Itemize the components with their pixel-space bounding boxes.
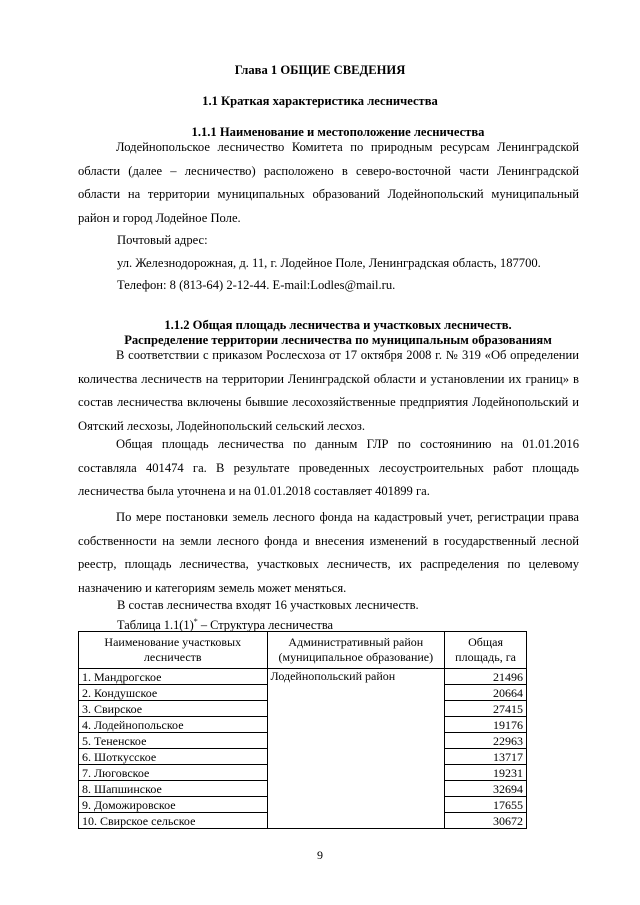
header-area: Общая площадь, га xyxy=(445,632,527,669)
row-area: 32694 xyxy=(445,781,527,797)
header-name: Наименование участковых лесничеств xyxy=(79,632,268,669)
row-area: 13717 xyxy=(445,749,527,765)
paragraph-count: В состав лесничества входят 16 участковых лесничеств. xyxy=(117,598,419,612)
district-cell: Лодейнопольский район xyxy=(267,669,445,829)
row-area: 20664 xyxy=(445,685,527,701)
table-caption-main: Таблица 1.1(1) xyxy=(117,618,194,633)
row-area: 17655 xyxy=(445,797,527,813)
row-area: 19176 xyxy=(445,717,527,733)
row-area: 30672 xyxy=(445,813,527,829)
row-name: 7. Люговское xyxy=(79,765,268,781)
section-heading-1-1-1: 1.1.1 Наименование и местоположение лесничества xyxy=(191,125,485,139)
table-caption-footnote-mark: * xyxy=(193,617,198,626)
row-name: 3. Свирское xyxy=(79,701,268,717)
paragraph-location: Лодейнопольское лесничество Комитета по природным ресурсам Ленинградской области (далее – лесничество) расположено в северо-восточной части Ленинградской области на территории муниципальных образований Лодейнопольский муниципальный район и город Лодейное Поле. xyxy=(78,140,579,225)
row-area: 22963 xyxy=(445,733,527,749)
row-name: 5. Тененское xyxy=(79,733,268,749)
row-name: 1. Мандрогское xyxy=(79,669,268,685)
paragraph-area: Общая площадь лесничества по данным ГЛР по состоянинию на 01.01.2016 составляла 401474 га. В результате проведенных лесоустроительных работ площадь лесничества была уточнена и на 01.01.2018 составляет 401899 га. xyxy=(78,437,579,499)
table-caption-rest: – Структура лесничества xyxy=(197,618,334,633)
page-number: 9 xyxy=(317,848,323,862)
phone-line: Телефон: 8 (813-64) 2-12-44. E-mail:Lodles@mail.ru. xyxy=(117,278,396,292)
row-area: 19231 xyxy=(445,765,527,781)
row-name: 10. Свирское сельское xyxy=(79,813,268,829)
paragraph-order: В соответствии с приказом Рослесхоза от 17 октября 2008 г. № 319 «Об определении количества лесничеств на территории Ленинградской области и установлении их границ» в состав лесничества включены бывшие лесохозяйственные предприятия Лодейнопольский и Оятский лесхозы, Лодейнопольский сельский лесхоз. xyxy=(78,348,579,433)
table-row xyxy=(79,669,527,685)
row-area: 21496 xyxy=(445,669,527,685)
header-district: Административный район (муниципальное образование) xyxy=(267,632,445,669)
row-name: 6. Шоткусское xyxy=(79,749,268,765)
postal-label: Почтовый адрес: xyxy=(117,233,208,247)
structure-table xyxy=(78,631,527,829)
row-name: 9. Доможировское xyxy=(79,797,268,813)
postal-address: ул. Железнодорожная, д. 11, г. Лодейное Поле, Ленинградская область, 187700. xyxy=(117,256,541,270)
section-heading-1-1: 1.1 Краткая характеристика лесничества xyxy=(202,94,438,108)
paragraph-changes: По мере постановки земель лесного фонда на кадастровый учет, регистрации права собственности на земли лесного фонда и внесения изменений в государственный лесной реестр, площадь лесничества, участковых лесничеств, их распределения по целевому назначению и категориям земель может меняться. xyxy=(78,510,579,595)
chapter-title: Глава 1 ОБЩИЕ СВЕДЕНИЯ xyxy=(234,63,406,77)
section-heading-1-1-2-line2: Распределение территории лесничества по муниципальным образованиям xyxy=(124,333,552,347)
row-name: 8. Шапшинское xyxy=(79,781,268,797)
table-header-row xyxy=(79,632,527,669)
row-area: 27415 xyxy=(445,701,527,717)
section-heading-1-1-2-line1: 1.1.2 Общая площадь лесничества и участковых лесничеств. xyxy=(164,318,512,332)
row-name: 2. Кондушское xyxy=(79,685,268,701)
row-name: 4. Лодейнопольское xyxy=(79,717,268,733)
